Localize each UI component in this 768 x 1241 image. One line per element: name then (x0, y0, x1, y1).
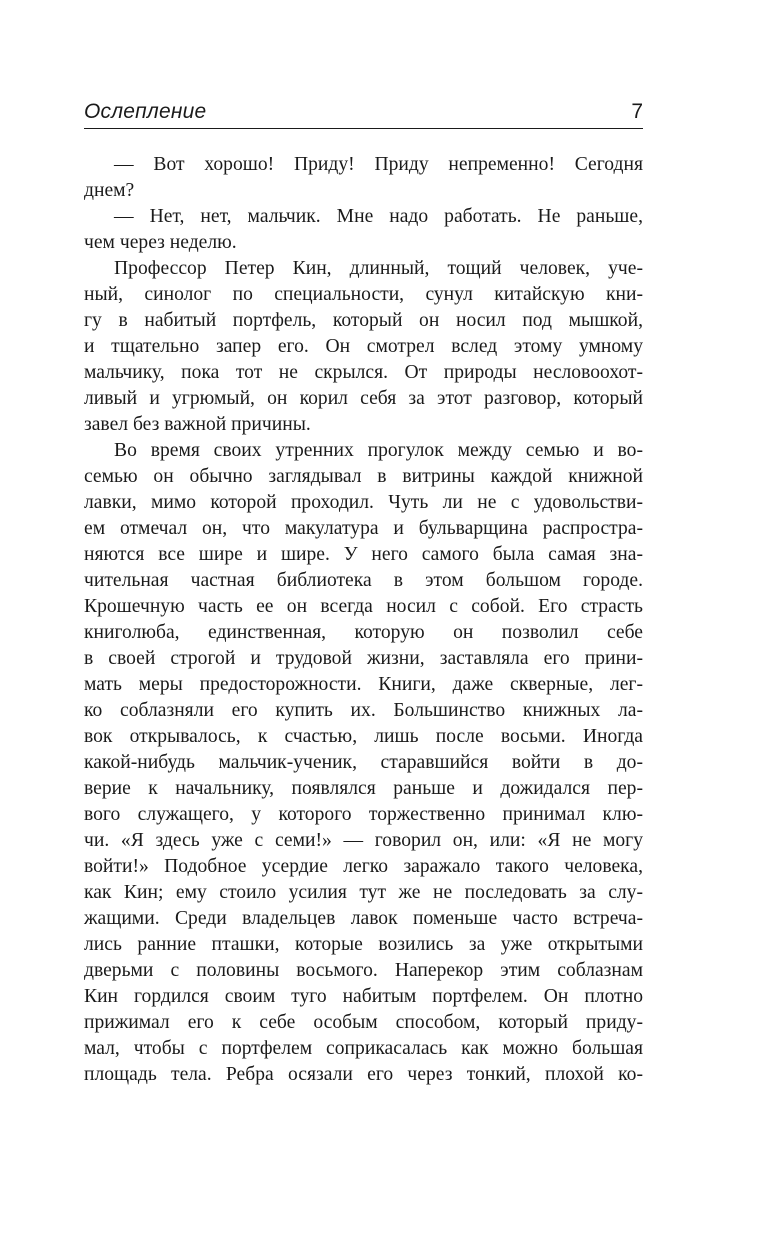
text-line: прижимал его к себе особым способом, который приду- (84, 1012, 643, 1033)
text-line: чем через неделю. (84, 232, 237, 253)
text-line: — Вот хорошо! Приду! Приду непременно! Сегодня (114, 154, 643, 175)
text-line: ный, синолог по специальности, сунул китайскую кни- (84, 284, 643, 305)
paragraph (84, 256, 643, 438)
text-line: лавки, мимо которой проходил. Чуть ли не с удовольстви- (84, 492, 643, 513)
text-line: чительная частная библиотека в этом большом городе. (84, 570, 643, 591)
text-line: верие к начальнику, появлялся раньше и дожидался пер- (84, 778, 643, 799)
text-line: семью он обычно заглядывал в витрины каждой книжной (84, 466, 643, 487)
text-line: днем? (84, 180, 135, 201)
text-line: площадь тела. Ребра осязали его через тонкий, плохой ко- (84, 1064, 643, 1085)
text-line: мать меры предосторожности. Книги, даже скверные, лег- (84, 674, 643, 695)
text-line: вого служащего, у которого торжественно принимал клю- (84, 804, 643, 825)
text-line: мал, чтобы с портфелем соприкасалась как можно большая (84, 1038, 643, 1059)
text-line: ливый и угрюмый, он корил себя за этот разговор, который (84, 388, 643, 409)
text-line: ко соблазняли его купить их. Большинство книжных ла- (84, 700, 643, 721)
text-line: Крошечную часть ее он всегда носил с собой. Его страсть (84, 596, 643, 617)
text-line: ем отмечал он, что макулатура и бульварщина распростра- (84, 518, 643, 539)
paragraph (84, 152, 643, 204)
page-number: 7 (631, 100, 643, 123)
text-line: лись ранние пташки, которые возились за уже открытыми (84, 934, 643, 955)
text-line: и тщательно запер его. Он смотрел вслед этому умному (84, 336, 643, 357)
text-line: как Кин; ему стоило усилия тут же не последовать за слу- (84, 882, 643, 903)
text-line: Во время своих утренних прогулок между семью и во- (114, 440, 643, 461)
text-line: гу в набитый портфель, который он носил под мышкой, (84, 310, 643, 331)
text-line: Профессор Петер Кин, длинный, тощий человек, уче- (114, 258, 643, 279)
body-text (84, 152, 643, 1088)
running-title: Ослепление (84, 100, 207, 123)
text-line: книголюба, единственная, которую он позволил себе (84, 622, 643, 643)
running-header (84, 96, 643, 129)
text-line: няются все шире и шире. У него самого была самая зна- (84, 544, 643, 565)
text-line: мальчику, пока тот не скрылся. От природы несловоохот- (84, 362, 643, 383)
text-line: завел без важной причины. (84, 414, 311, 435)
text-line: — Нет, нет, мальчик. Мне надо работать. Не раньше, (114, 206, 643, 227)
text-line: какой-нибудь мальчик-ученик, старавшийся войти в до- (84, 752, 643, 773)
text-line: вок открывалось, к счастью, лишь после восьми. Иногда (84, 726, 643, 747)
text-line: чи. «Я здесь уже с семи!» — говорил он, или: «Я не могу (84, 830, 643, 851)
paragraph (84, 204, 643, 256)
text-line: жащими. Среди владельцев лавок поменьше часто встреча- (84, 908, 643, 929)
paragraph (84, 438, 643, 1088)
text-line: Кин гордился своим туго набитым портфелем. Он плотно (84, 986, 643, 1007)
text-line: войти!» Подобное усердие легко заражало такого человека, (84, 856, 643, 877)
text-line: в своей строгой и трудовой жизни, заставляла его прини- (84, 648, 643, 669)
text-line: дверьми с половины восьмого. Наперекор этим соблазнам (84, 960, 643, 981)
